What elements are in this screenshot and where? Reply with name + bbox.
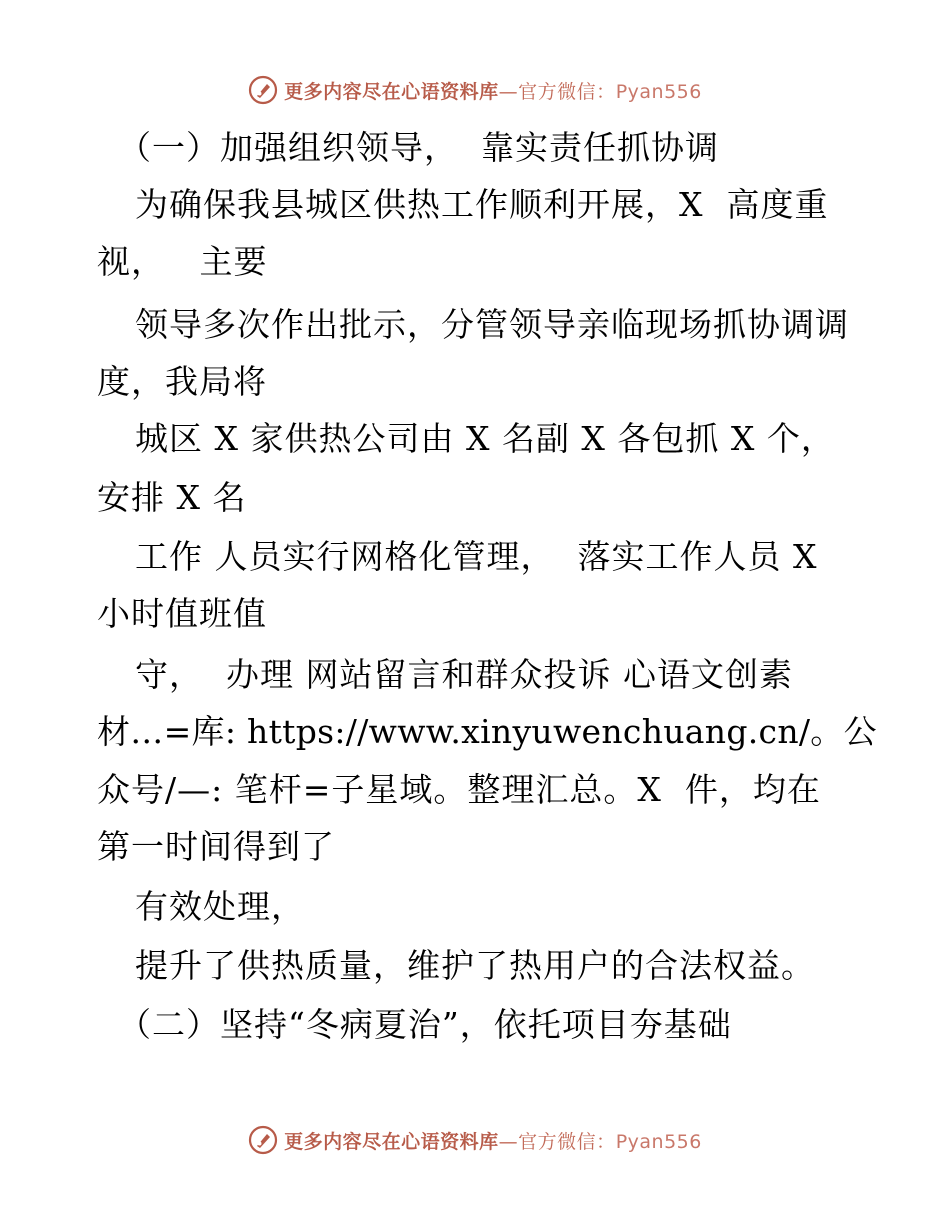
paragraph-line: 度，我局将 <box>97 362 267 401</box>
watermark-label: 官方微信： <box>518 80 616 103</box>
paragraph-line: 守， 办理 网站留言和群众投诉 心语文创素 <box>135 655 793 694</box>
paragraph-line: 视， 主要 <box>97 242 268 281</box>
footer-watermark <box>0 1122 950 1158</box>
pen-nib-circle-icon <box>248 1125 278 1155</box>
paragraph-line: 材…=库: https://www.xinyuwenchuang.cn/。公 <box>97 712 877 751</box>
watermark-account: Pyan556 <box>615 1130 702 1153</box>
watermark-dash: — <box>498 1130 519 1153</box>
section-heading-1: （一）加强组织领导， 靠实责任抓协调 <box>118 128 719 167</box>
paragraph-line: 众号/—: 笔杆=子星域。整理汇总。X 件，均在 <box>97 770 821 809</box>
watermark-label: 官方微信： <box>518 1130 616 1153</box>
paragraph-line: 城区 X 家供热公司由 X 名副 X 各包抓 X 个， <box>135 419 835 458</box>
paragraph-line: 小时值班值 <box>97 594 267 633</box>
paragraph-line: 为确保我县城区供热工作顺利开展，X 高度重 <box>135 185 829 224</box>
paragraph-line: 安排 X 名 <box>97 478 247 517</box>
section-heading-2: （二）坚持“冬病夏治”，依托项目夯基础 <box>118 1005 732 1044</box>
watermark-brand: 更多内容尽在心语资料库 <box>284 80 499 103</box>
watermark-dash: — <box>498 80 519 103</box>
watermark-account: Pyan556 <box>615 80 702 103</box>
paragraph-line: 提升了供热质量，维护了热用户的合法权益。 <box>135 946 815 985</box>
watermark-brand: 更多内容尽在心语资料库 <box>284 1130 499 1153</box>
paragraph-line: 第一时间得到了 <box>97 827 335 866</box>
paragraph-line: 工作 人员实行网格化管理， 落实工作人员 X <box>135 537 818 576</box>
paragraph-line: 有效处理， <box>135 887 305 926</box>
watermark-text <box>284 1127 702 1154</box>
paragraph-line: 领导多次作出批示，分管领导亲临现场抓协调调 <box>135 305 849 344</box>
